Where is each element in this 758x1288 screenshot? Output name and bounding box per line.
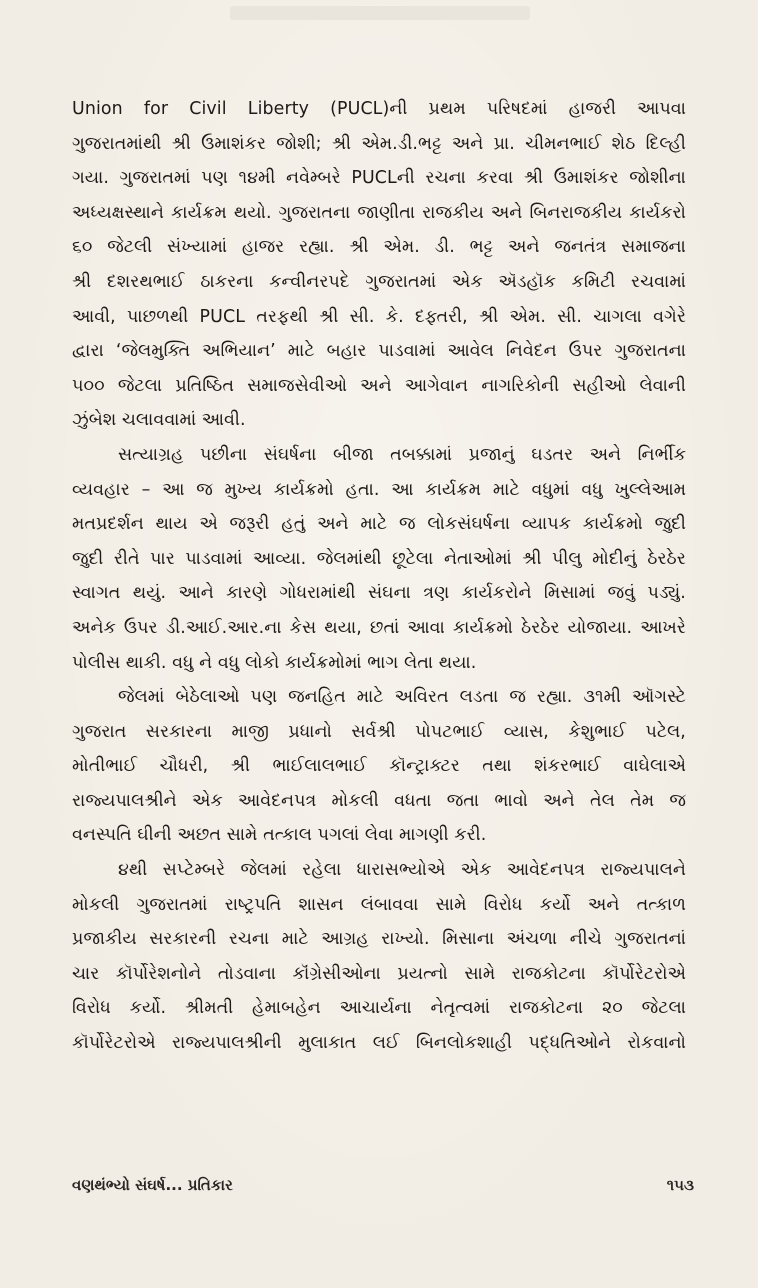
word: થયો. [233,202,272,223]
word: જેટલા [641,998,686,1019]
word: ૫૦૦ [72,375,105,396]
word: બિનરાજકીય [529,202,623,223]
word: આપવા [637,99,686,119]
word: શ્રી [230,756,251,777]
word: શ્રી [72,271,92,292]
word: સમાજના [621,237,686,258]
word: શ્રી [349,237,369,258]
word: બહાર [326,341,367,362]
word: જેલમાં [118,687,165,708]
word: એમ. [383,237,420,258]
word: અને [543,790,575,811]
word: પાડવામાં [185,548,243,569]
word: અને [360,375,392,396]
word: આગેવાન [404,375,469,396]
word: પદ્ધતિઓને [528,1033,612,1054]
word: પ્રધાનો [288,721,332,742]
word: જેટલી [107,237,153,258]
word: તબક્કામાં [390,444,453,465]
word: દફ્તરી, [414,306,468,327]
word: ભટ્ટ [469,237,494,258]
word: પ્રજાકીય [72,929,137,950]
word: કેશુભાઈ [568,721,627,742]
word: હાજરી [568,99,617,119]
word: ‘જેલમુક્તિ [115,341,191,362]
word: રાજકીય [422,202,484,223]
word: જ [509,687,526,708]
text-line [72,680,686,715]
word: પરિષદમાં [486,99,548,119]
text-line [72,92,686,127]
word: ગુજરાતમાંથી [72,133,162,154]
word: જુદી [72,548,104,569]
word: ચાર [72,963,100,984]
word: રચના [228,929,270,950]
word: રાજ્યપાલને [600,860,686,881]
word: કમિટી [571,271,616,292]
text-line [72,715,686,750]
word: બીજા [332,444,374,465]
word: જ [196,479,213,500]
word: ભાવો [494,790,528,811]
word: થયા, [324,617,362,638]
word: જવું [607,583,636,604]
word: મુખ્ય [224,479,262,500]
word: રોકવાનો [627,1033,686,1054]
word: લેવાની [639,375,686,396]
word: વધતા [394,790,432,811]
word: હતા. [345,479,380,500]
word: અંચળા [506,929,558,950]
word: જેલમાંથી [316,548,382,569]
word: માટે [492,479,520,500]
word: પ્રયત્નો [397,963,448,984]
word: કાર્યક્રમ [425,479,482,500]
word: સહીઓ [572,375,627,396]
word: શ્રી [479,306,499,327]
word: કેસ [289,617,317,638]
word: ઠેરઠેર [647,548,686,569]
word: માજી [231,721,269,742]
word: કે. [385,306,404,327]
word: ઉપર [123,617,158,638]
word: ગયા. [72,168,110,189]
word: આવ્યા. [253,548,307,569]
word: સ્વાગત [72,583,121,604]
text-line [72,369,686,404]
word: ઉમાશંકર [201,133,267,154]
text-line [72,265,686,300]
word: આવેદનપત્ર [238,790,317,811]
word: ડી. [434,237,455,258]
paragraph-4 [72,853,686,1061]
word: અને [317,514,349,535]
text-line [72,749,686,784]
text-line [72,161,686,196]
text-line [72,300,686,335]
word: મિસાના [442,929,495,950]
word: ગુજરાત [72,721,127,742]
word: સી. [557,306,583,327]
word: શ્રી [171,133,191,154]
paragraph-1 [72,92,686,438]
running-title: વણથંભ્યો સંઘર્ષ... પ્રતિકાર [72,1176,233,1194]
text-line [72,438,686,473]
word: માટે [287,341,315,362]
word: રીતે [113,548,140,569]
text-line [72,196,686,231]
word: આને [178,583,214,604]
word: ૪થી [118,860,148,881]
word: માટે [356,687,384,708]
word: એક [460,860,492,881]
word: કૉર્પોરેટરોએ [602,963,686,984]
word: જરૂરી [229,514,270,535]
word: વાઘેલાએ [623,756,686,777]
word: સરકારની [149,929,217,950]
word: દ્વારા [72,341,104,362]
word: સંઘર્ષના [263,444,317,465]
word: એમ. [509,306,546,327]
word: ચીમનભાઈ [525,133,602,154]
word: અને [587,894,620,915]
word: પછીના [199,444,248,465]
word: એ [199,514,218,535]
word: શાસન [298,894,344,915]
word: ગુજરાતમાં [136,894,208,915]
word: સર્વશ્રી [351,721,396,742]
word: વધુ [581,479,603,500]
text-line [72,1026,686,1061]
word: સમાજસેવીઓ [247,375,347,396]
word: રાજકોટના [511,963,586,984]
word: એક [451,271,483,292]
word: ઍડહૉક [498,271,556,292]
word: ધારાસભ્યોએ [356,860,446,881]
word: આવા [407,617,445,638]
word: શેઠ [611,133,636,154]
word: મોકલી [72,894,120,915]
word: Union [72,99,123,119]
word: પીલુ [552,548,582,569]
word: PUCL [199,306,245,327]
word: સી. [349,306,375,327]
word: લઈ [372,1033,400,1054]
word: ખુલ્લેઆમ [614,479,686,500]
word: રાષ્ટ્રપતિ [224,894,282,915]
word: દિલ્હી [645,133,686,154]
word: કાર્યક્રમ [171,202,227,223]
word: પ્રથમ [428,99,466,119]
word: શ્રી [523,168,544,189]
word: કન્વીનરપદે [269,271,350,292]
word: લડતા [459,687,499,708]
word: ચાગલા [593,306,642,327]
word: શ્રીમતી [185,998,234,1019]
word: મોતીભાઈ [72,756,138,777]
word: ગોધરામાંથી [279,583,356,604]
word: અભિયાન’ [202,341,276,362]
text-line [72,507,686,542]
word: ઑગસ્ટે [632,687,686,708]
word: લોકસંઘર્ષના [427,514,511,535]
text-line: ઝુંબેશ ચલાવવામાં આવી. [72,410,246,431]
word: કૉંગ્રેસીઓના [292,963,381,984]
word: લંબાવવા [360,894,419,915]
text-line [72,230,686,265]
text-line [72,473,686,508]
body-text [72,92,686,1061]
word: થાય [155,514,188,535]
text-line [72,922,686,957]
word: પટેલ, [645,721,686,742]
text-line [72,576,686,611]
word: પણ [201,168,228,189]
word: અવિરત [394,687,449,708]
word: વધુમાં [531,479,570,500]
word: તેલ [590,790,615,811]
word: જનતંત્ર [554,237,607,258]
word: અને [451,133,484,154]
word: શ્રી [522,548,542,569]
word: જાણીતા [357,202,416,223]
word: મુલાકાત [298,1033,357,1054]
word: હેમાબહેન [252,998,321,1019]
word: ૧૪મી [238,168,276,189]
word: રહ્યા. [299,237,335,258]
word: માટે [360,514,388,535]
word: ગુજરાતમાં [119,168,191,189]
word: જેટલા [117,375,163,396]
word: કારણે [226,583,268,604]
word: અને [508,237,540,258]
word: પણ [250,687,278,708]
word: નેતાઓમાં [443,548,512,569]
word: સામે [435,894,467,915]
word: તેમ [630,790,655,811]
paragraph-3 [72,680,686,853]
word: ચૌધરી, [159,756,209,777]
word: અને [490,202,523,223]
word: યોજાયા. [567,617,633,638]
page-number: ૧૫૩ [666,1176,694,1194]
word: કર્યો. [129,998,167,1019]
word: નેતૃત્વમાં [430,998,491,1019]
word: – [141,479,151,500]
word: શ્રી [331,133,352,154]
text-line [72,853,686,888]
text-line [72,542,686,577]
word: ૨૦ [601,998,623,1019]
word: સરકારના [145,721,213,742]
text-line: વનસ્પતિ ઘીની અછત સામે તત્કાલ પગલાં લેવા માગણી કરી. [72,825,487,846]
word: જેલમાં [240,860,287,881]
word: નાગરિકોની [481,375,560,396]
word: વિરોધ [72,998,111,1019]
text-line [72,957,686,992]
bleed-through-shadow [230,6,530,20]
word: કૉન્ટ્રાક્ટર [389,756,460,777]
word: આવેલ [447,341,494,362]
word: ઘડતર [531,444,574,465]
text-line [72,611,686,646]
word: પ્રજાનું [468,444,515,465]
word: જોશી; [276,133,322,154]
word: ગુજરાતના [614,341,686,362]
word: રચના [425,168,466,189]
word: તોડવાના [217,963,276,984]
word: જોશીના [629,168,686,189]
word: એમ.ડી.ભટ્ટ [361,133,442,154]
word: Civil [189,99,227,119]
word: જનહિત [288,687,346,708]
text-line [72,888,686,923]
word: તત્કાળ [636,894,686,915]
word: શંકરભાઈ [534,756,601,777]
word: PUCLની [351,168,415,189]
text-line [72,784,686,819]
word: ગુજરાતનાં [614,929,686,950]
word: કાર્યક્રમો [582,514,643,535]
word: જ [399,514,416,535]
word: મોકલી [331,790,379,811]
word: રાજ્યપાલશ્રીને [72,790,177,811]
word: થયું. [132,583,167,604]
word: વ્યાસ, [503,721,549,742]
word: આ [162,479,185,500]
word: ભાઈલાલભાઈ [272,756,367,777]
word: રચવામાં [631,271,686,292]
word: માટે [281,929,309,950]
word: સપ્ટેમ્બરે [162,860,226,881]
word: દશરથભાઈ [106,271,185,292]
word: મોદીનું [592,548,637,569]
word: નિવેદન [505,341,557,362]
word: જ [669,790,686,811]
word: પડ્યું. [647,583,686,604]
word: ઉપર [568,341,603,362]
word: કૉર્પોરેશનોને [115,963,202,984]
word: કરવા [476,168,514,189]
word: હાજર [241,237,285,258]
text-line [72,127,686,162]
word: રાજ્યપાલશ્રીની [172,1033,282,1054]
word: મિસામાં [543,583,596,604]
word: ગુજરાતમાં [365,271,437,292]
word: Liberty [247,99,310,119]
word: સંખ્યામાં [167,237,228,258]
word: ૬૦ [72,237,93,258]
word: પ્રતિષ્ઠિત [175,375,235,396]
word: ઠેરઠેર [520,617,560,638]
word: કાર્યક્રમો [452,617,513,638]
word: વ્યાપક [521,514,571,535]
word: કાર્યક્રમો [273,479,334,500]
text-line [72,991,686,1026]
word: શ્રી [319,306,339,327]
word: નીચે [569,929,602,950]
word: કૉર્પોરેટરોએ [72,1033,156,1054]
word: કાર્યકરોને [461,583,532,604]
word: પાર [150,548,175,569]
word: આગ્રહ [321,929,369,950]
word: સામે [464,963,496,984]
word: એક [191,790,223,811]
word: ત્રણ [423,583,450,604]
word: ગુજરાતના [278,202,351,223]
word: સત્યાગ્રહ [118,444,184,465]
word: પાડવામાં [378,341,436,362]
word: ઠાકરના [200,271,254,292]
word: આવી, [72,306,116,327]
word: વગેરે [653,306,686,327]
word: કાર્યકરો [629,202,686,223]
word: પોપટભાઈ [415,721,485,742]
word: અને [589,444,622,465]
word: મતપ્રદર્શન [72,514,144,535]
text-line [72,334,686,369]
word: આ [391,479,414,500]
word: કર્યો [539,894,571,915]
word: રહેલા [302,860,342,881]
word: છતાં [369,617,400,638]
word: વિરોધ [483,894,523,915]
word: નવેમ્બરે [286,168,341,189]
word: પાછળથી [127,306,189,327]
word: આવેદનપત્ર [506,860,586,881]
word: આખરે [640,617,686,638]
word: આચાર્યના [339,998,412,1019]
word: રાજકોટના [508,998,584,1019]
page-footer [72,1176,694,1202]
word: રહ્યા. [536,687,573,708]
paragraph-2 [72,438,686,680]
word: for [143,99,169,119]
word: બિનલોકશાહી [415,1033,513,1054]
word: (PUCL)ની [330,99,408,119]
word: ડી.આઈ.આર.ના [165,617,282,638]
word: હતું [281,514,306,535]
word: નિર્ભીક [637,444,686,465]
word: જતા [446,790,480,811]
word: રાખ્યો. [381,929,430,950]
text-line: પોલીસ થાકી. વધુ ને વધુ લોકો કાર્યક્રમોમાં ભાગ લેતા થયા. [72,652,477,673]
word: વ્યવહાર [72,479,130,500]
word: અધ્યક્ષસ્થાને [72,202,164,223]
word: બેઠેલાઓ [175,687,240,708]
word: અનેક [72,617,116,638]
word: ૩૧મી [583,687,622,708]
word: સંઘના [367,583,411,604]
word: છૂટેલા [392,548,434,569]
word: ઉમાશંકર [553,168,619,189]
word: પ્રા. [493,133,515,154]
word: જુદી [654,514,686,535]
word: તથા [482,756,512,777]
word: તરફથી [256,306,308,327]
